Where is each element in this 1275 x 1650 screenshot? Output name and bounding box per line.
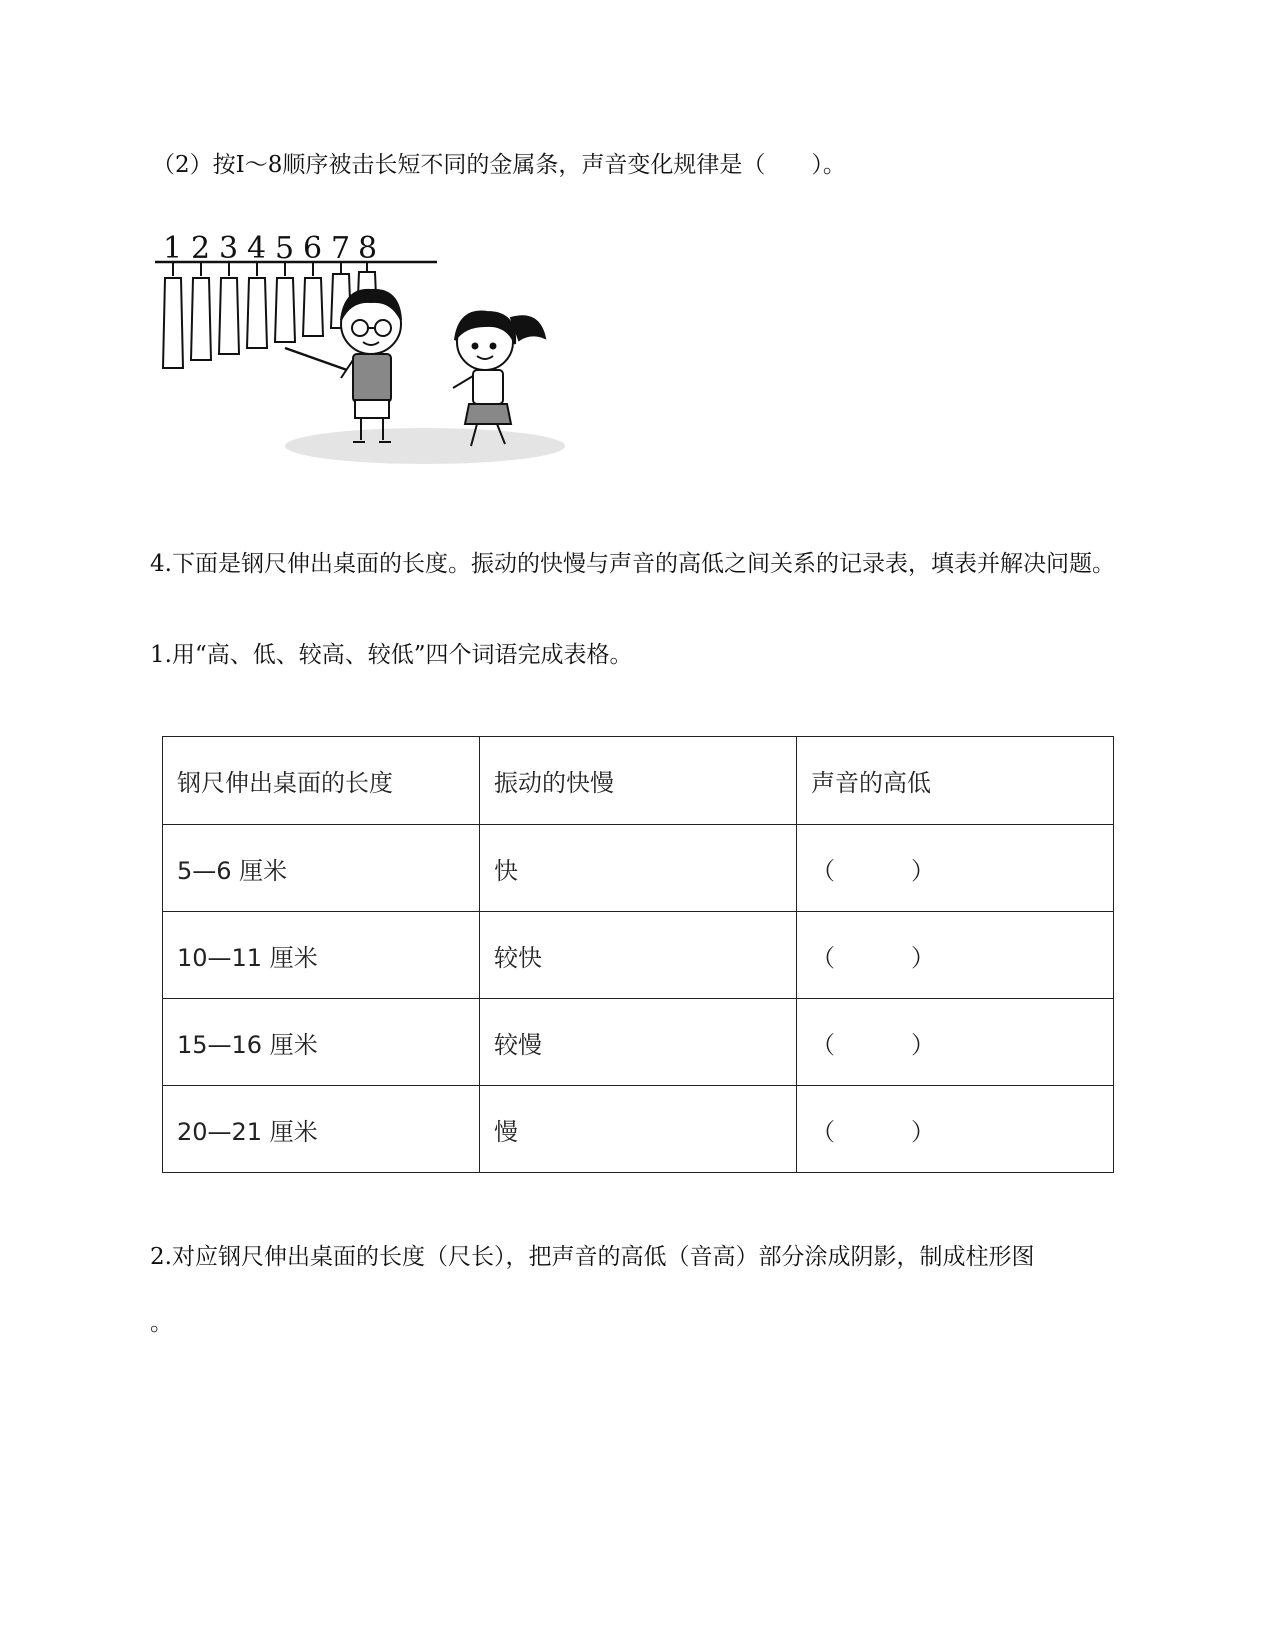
open-paren: （ [811,1117,835,1146]
open-paren: （ [811,1030,835,1059]
bar-number-2: 2 [191,231,211,266]
cell-length: 20—21 厘米 [163,1086,480,1173]
open-paren: （ [811,943,835,972]
answer-blank[interactable] [797,912,1114,999]
cell-speed: 较快 [480,912,797,999]
table-row [163,825,1114,912]
answer-blank[interactable] [797,1086,1114,1173]
girl-figure [453,312,545,446]
metal-bars-illustration [155,228,595,496]
table-row [163,912,1114,999]
table-header-row [163,737,1114,825]
ground-shadow [285,428,565,464]
header-pitch: 声音的高低 [797,737,1114,825]
metal-bar-6 [303,278,323,336]
metal-bar-2 [191,278,211,360]
metal-bar-3 [219,278,239,354]
bar-number-8: 8 [358,231,378,266]
question-2-text: （2）按I～8顺序被击长短不同的金属条，声音变化规律是（ ）。 [152,152,846,178]
metal-bar-4 [247,278,267,348]
cell-length: 15—16 厘米 [163,999,480,1086]
answer-blank[interactable] [797,825,1114,912]
record-table [162,736,1114,1173]
cell-length: 10—11 厘米 [163,912,480,999]
bar-number-4: 4 [247,231,267,266]
sub-question-2-end-mark: 。 [150,1310,173,1336]
header-speed: 振动的快慢 [480,737,797,825]
bar-number-3: 3 [219,231,239,266]
table-row [163,1086,1114,1173]
question-4-text: 4.下面是钢尺伸出桌面的长度。振动的快慢与声音的高低之间关系的记录表，填表并解决问题。 [150,551,1115,577]
cell-speed: 慢 [480,1086,797,1173]
close-paren: ） [911,943,935,972]
metal-bar-1 [163,278,183,368]
table-row [163,999,1114,1086]
cell-length: 5—6 厘米 [163,825,480,912]
boy-figure [285,290,401,442]
close-paren: ） [911,1030,935,1059]
close-paren: ） [911,856,935,885]
sub-question-1-text: 1.用“高、低、较高、较低”四个词语完成表格。 [150,642,633,668]
metal-bar-5 [275,278,295,342]
close-paren: ） [911,1117,935,1146]
header-length: 钢尺伸出桌面的长度 [163,737,480,825]
bar-number-5: 5 [275,231,295,266]
cell-speed: 快 [480,825,797,912]
cell-speed: 较慢 [480,999,797,1086]
bar-number-1: 1 [163,231,183,266]
answer-blank[interactable] [797,999,1114,1086]
sub-question-2-text: 2.对应钢尺伸出桌面的长度（尺长），把声音的高低（音高）部分涂成阴影，制成柱形图 [150,1244,1035,1270]
open-paren: （ [811,856,835,885]
bar-number-7: 7 [331,231,351,266]
bar-number-6: 6 [303,231,323,266]
